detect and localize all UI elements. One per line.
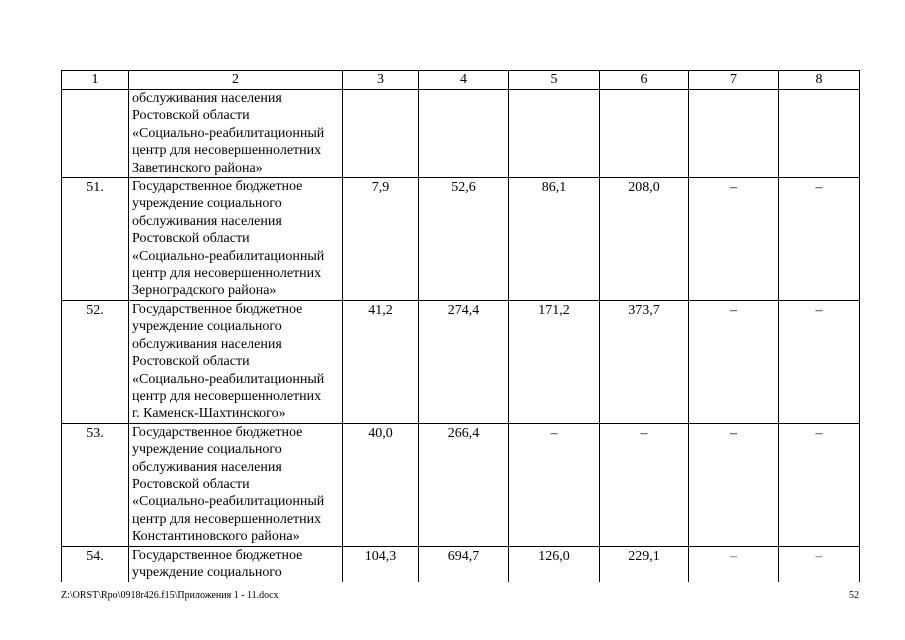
column-header-2: 2 (129, 71, 343, 90)
institution-name-line: центр для несовершеннолетних (132, 266, 322, 282)
table-row (62, 90, 860, 178)
column-header-1: 1 (62, 71, 129, 90)
value-cell-col-3: 40,0 (343, 423, 419, 546)
institution-name-line: Зерноградского района» (132, 283, 277, 299)
column-header-5: 5 (509, 71, 600, 90)
row-number-cell: 52. (62, 300, 129, 423)
institution-name-line: Константиновского района» (132, 529, 300, 545)
value-cell-col-8: – (779, 423, 860, 546)
institution-name-line: Ростовской области (132, 108, 250, 124)
institution-name-line: «Социально-реабилитационный (132, 125, 325, 141)
institution-name-line: Государственное бюджетное (132, 179, 303, 195)
value-cell-col-6: 229,1 (600, 546, 689, 582)
institution-name-line: центр для несовершеннолетних (132, 143, 322, 159)
value-cell-col-5: 86,1 (509, 178, 600, 301)
value-cell-col-3: 41,2 (343, 300, 419, 423)
footer-file-path: Z:\ORST\Rpo\0918r426.f15\Приложения 1 - 11.docx (61, 590, 279, 601)
column-header-3: 3 (343, 71, 419, 90)
institution-name-line: учреждение социального (132, 564, 282, 580)
institution-name-cell (129, 90, 343, 178)
data-table (61, 70, 860, 582)
value-cell-col-4: 266,4 (419, 423, 509, 546)
institution-name-line: Государственное бюджетное (132, 424, 303, 440)
value-cell-col-7 (689, 90, 779, 178)
value-cell-col-8: – (779, 546, 860, 582)
value-cell-col-3: 104,3 (343, 546, 419, 582)
row-number-cell: 53. (62, 423, 129, 546)
institution-name-line: обслуживания населения (132, 336, 282, 352)
institution-name-line: Ростовской области (132, 476, 250, 492)
row-number-cell: 51. (62, 178, 129, 301)
footer-page-number: 52 (849, 590, 859, 601)
institution-name-line: Государственное бюджетное (132, 301, 303, 317)
column-header-6: 6 (600, 71, 689, 90)
value-cell-col-6: 373,7 (600, 300, 689, 423)
column-header-4: 4 (419, 71, 509, 90)
value-cell-col-5: 171,2 (509, 300, 600, 423)
institution-name-cell (129, 300, 343, 423)
institution-name-line: центр для несовершеннолетних (132, 388, 322, 404)
column-header-8: 8 (779, 71, 860, 90)
value-cell-col-5: 126,0 (509, 546, 600, 582)
institution-name-line: центр для несовершеннолетних (132, 511, 322, 527)
value-cell-col-6 (600, 90, 689, 178)
institution-name-line: учреждение социального (132, 442, 282, 458)
value-cell-col-5: – (509, 423, 600, 546)
value-cell-col-4: 694,7 (419, 546, 509, 582)
row-number-cell (62, 90, 129, 178)
value-cell-col-4 (419, 90, 509, 178)
institution-name-line: «Социально-реабилитационный (132, 248, 325, 264)
institution-name-cell (129, 546, 343, 582)
institution-name-cell (129, 178, 343, 301)
institution-name-line: Ростовской области (132, 354, 250, 370)
table-row (62, 546, 860, 582)
value-cell-col-8 (779, 90, 860, 178)
institution-name-line: обслуживания населения (132, 213, 282, 229)
value-cell-col-6: 208,0 (600, 178, 689, 301)
table-row (62, 300, 860, 423)
institution-name-line: «Социально-реабилитационный (132, 494, 325, 510)
institution-name-line: обслуживания населения (132, 459, 282, 475)
institution-name-cell (129, 423, 343, 546)
value-cell-col-3 (343, 90, 419, 178)
institution-name-line: «Социально-реабилитационный (132, 371, 325, 387)
institution-name-line: Заветинского района» (132, 160, 263, 176)
value-cell-col-7: – (689, 546, 779, 582)
table-body (62, 71, 860, 583)
institution-name-line: г. Каменск-Шахтинского» (132, 406, 286, 422)
value-cell-col-4: 52,6 (419, 178, 509, 301)
value-cell-col-7: – (689, 300, 779, 423)
value-cell-col-5 (509, 90, 600, 178)
institution-name-line: учреждение социального (132, 196, 282, 212)
value-cell-col-3: 7,9 (343, 178, 419, 301)
value-cell-col-7: – (689, 178, 779, 301)
value-cell-col-7: – (689, 423, 779, 546)
column-header-7: 7 (689, 71, 779, 90)
table-header-row (62, 71, 860, 90)
institution-name-line: учреждение социального (132, 319, 282, 335)
value-cell-col-8: – (779, 300, 860, 423)
institution-name-line: Государственное бюджетное (132, 547, 303, 563)
row-number-cell: 54. (62, 546, 129, 582)
value-cell-col-8: – (779, 178, 860, 301)
institution-name-line: Ростовской области (132, 231, 250, 247)
value-cell-col-4: 274,4 (419, 300, 509, 423)
institution-name-line: обслуживания населения (132, 91, 282, 106)
value-cell-col-6: – (600, 423, 689, 546)
table-row (62, 423, 860, 546)
table-row (62, 178, 860, 301)
